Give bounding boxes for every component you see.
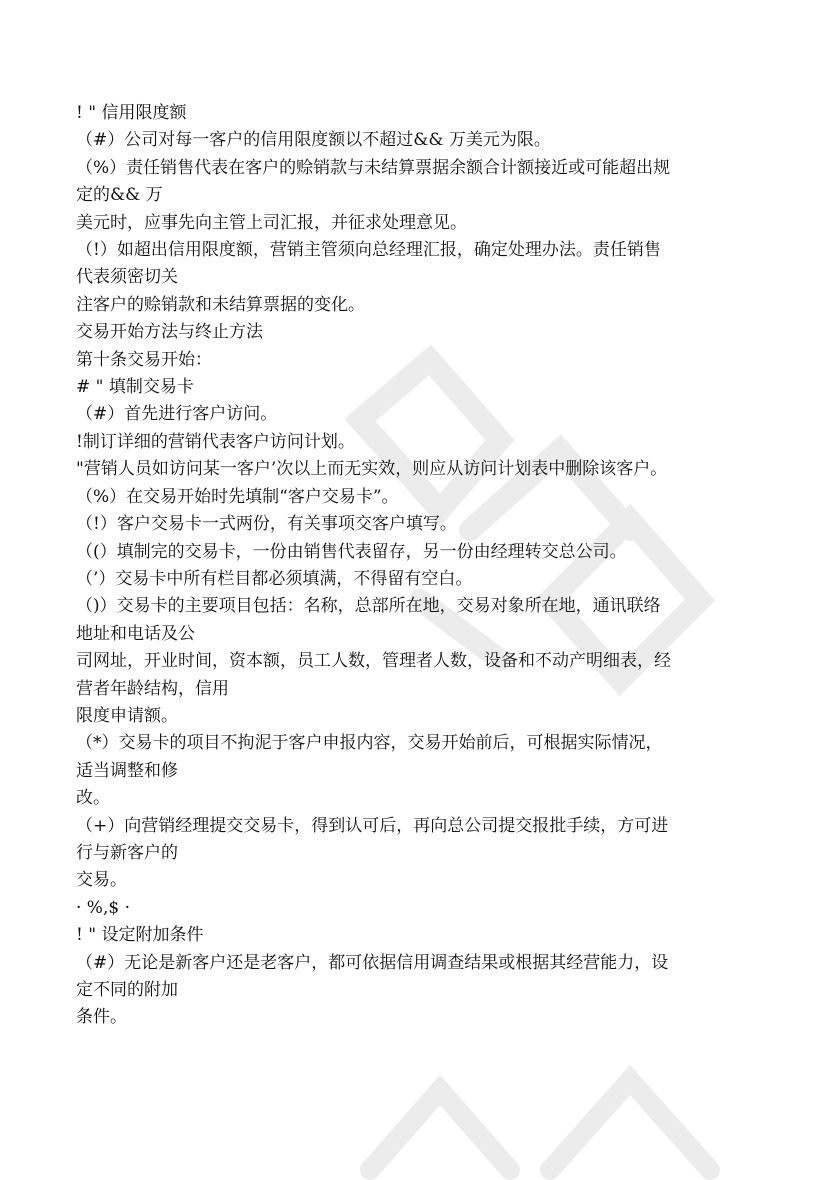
text-line: 定的&& 万	[76, 185, 163, 206]
text-line: 条件。	[76, 1007, 127, 1028]
text-line: 行与新客户的	[76, 842, 178, 863]
text-line: （(）填制完的交易卡，一份由销售代表留存，另一份由经理转交总公司。	[76, 541, 627, 562]
text-line: （)）交易卡的主要项目包括：名称，总部所在地，交易对象所在地，通讯联络	[76, 596, 661, 617]
text-line: 美元时，应事先向主管上司汇报，并征求处理意见。	[76, 212, 467, 233]
text-line: （!）客户交易卡一式两份，有关事项交客户填写。	[76, 514, 457, 535]
text-line: 交易。	[76, 870, 127, 891]
text-line: 改。	[76, 788, 110, 809]
text-line: （#）公司对每一客户的信用限度额以不超过&& 万美元为限。	[76, 130, 551, 151]
text-line: ! " 信用限度额	[76, 103, 187, 123]
text-line: !制订详细的营销代表客户访问计划。	[76, 431, 355, 452]
text-line: 代表须密切关	[76, 267, 178, 288]
document-body	[76, 100, 766, 1032]
text-line: "营销人员如访问某一客户’次以上而无实效，则应从访问计划表中删除该客户。	[76, 459, 668, 480]
text-line: ! " 设定附加条件	[76, 925, 204, 946]
text-line: 注客户的赊销款和未结算票据的变化。	[76, 294, 365, 315]
text-line: 地址和电话及公	[76, 623, 195, 644]
text-line: （!）如超出信用限度额，营销主管须向总经理汇报，确定处理办法。责任销售	[76, 240, 661, 261]
text-line: （%）在交易开始时先填制“客户交易卡”。	[76, 486, 399, 507]
watermark-graphic-bottom	[330, 1020, 750, 1180]
text-line: （’）交易卡中所有栏目都必须填满，不得留有空白。	[76, 568, 473, 589]
text-line: （#）无论是新客户还是老客户，都可依据信用调查结果或根据其经营能力，设	[76, 952, 669, 973]
section-heading: 交易开始方法与终止方法	[76, 322, 263, 343]
text-line: # " 填制交易卡	[76, 377, 194, 398]
text-line: 营者年龄结构，信用	[76, 678, 229, 699]
text-line: （+）向营销经理提交交易卡，得到认可后，再向总公司提交报批手续，方可进	[76, 815, 669, 836]
article-heading: 第十条交易开始：	[76, 349, 212, 370]
text-line: · %,$ ·	[76, 897, 130, 918]
text-line: 限度申请额。	[76, 705, 178, 726]
text-line: （%）责任销售代表在客户的赊销款与未结算票据余额合计额接近或可能超出规	[76, 157, 671, 178]
text-line: 适当调整和修	[76, 760, 178, 781]
text-line: 司网址，开业时间，资本额，员工人数，管理者人数，设备和不动产明细表，经	[76, 651, 671, 672]
text-line: （#）首先进行客户访问。	[76, 404, 278, 425]
text-line: 定不同的附加	[76, 980, 178, 1000]
text-line: （*）交易卡的项目不拘泥于客户申报内容，交易开始前后，可根据实际情况，	[76, 733, 663, 754]
